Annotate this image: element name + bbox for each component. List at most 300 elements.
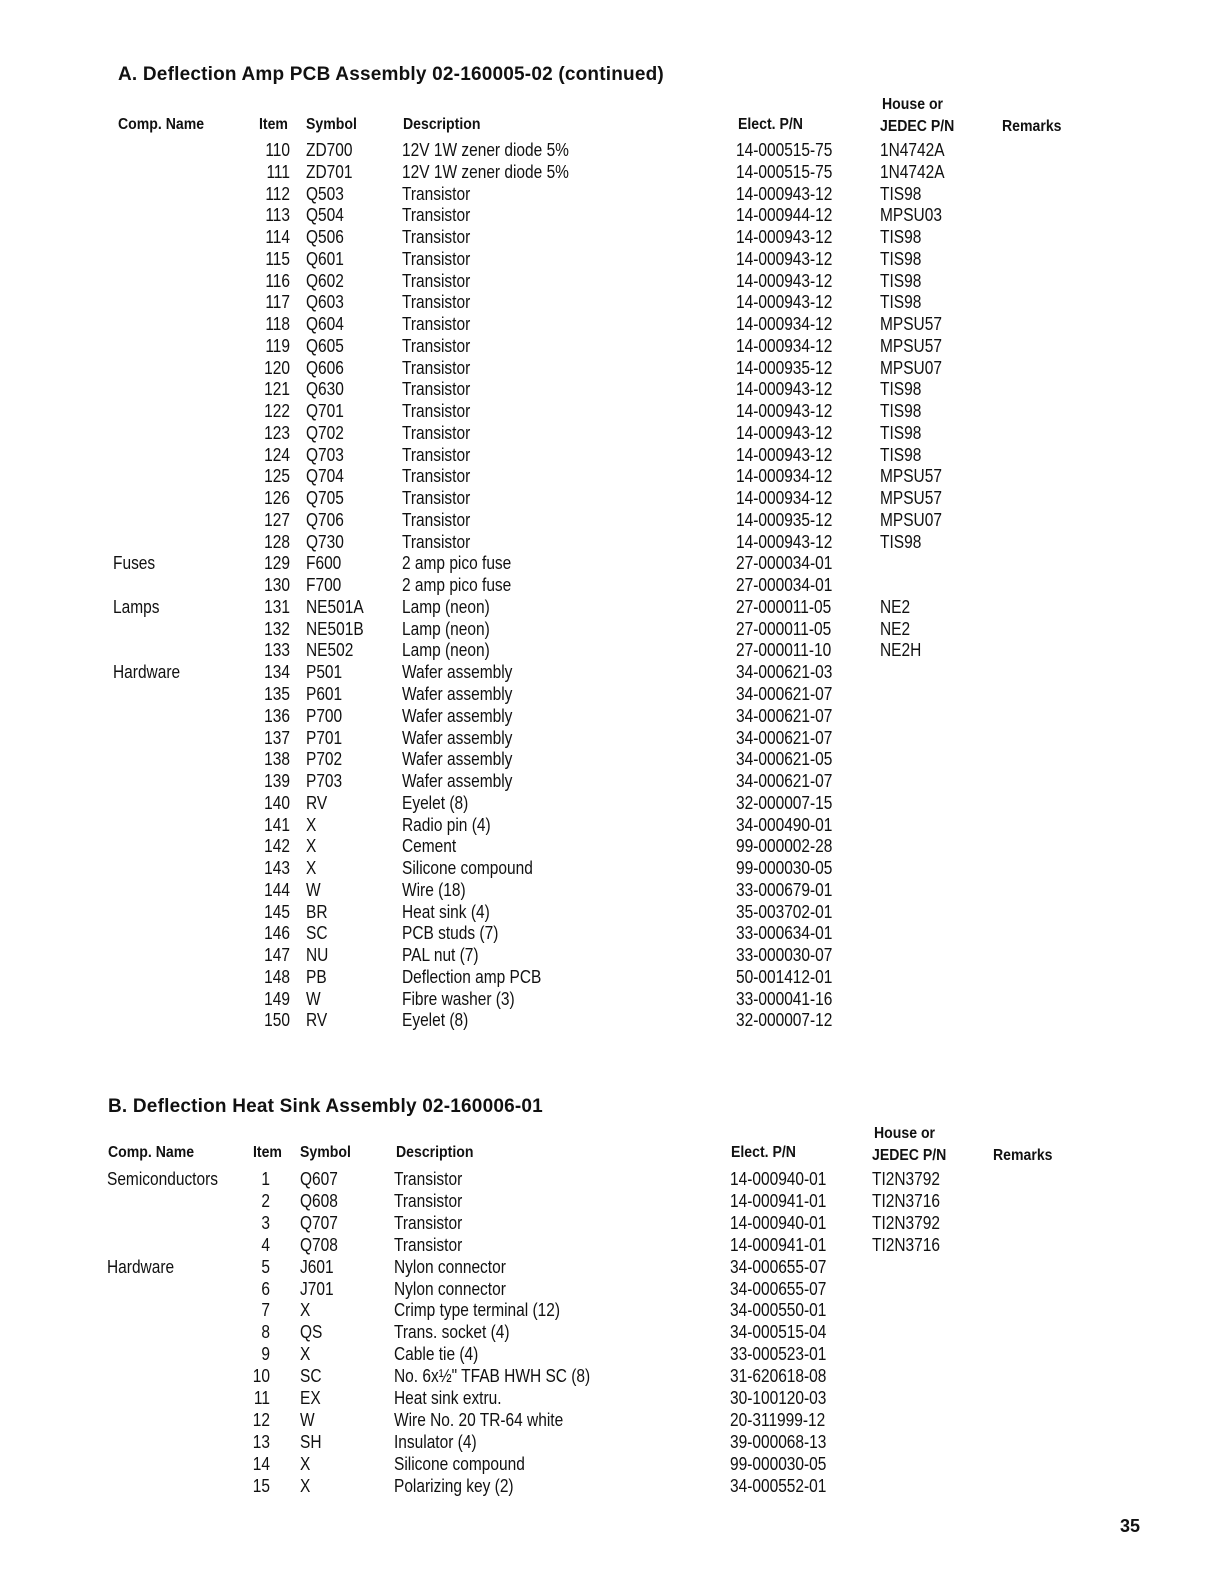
elect-pn-cell: 31-620618-08 bbox=[730, 1366, 827, 1387]
jedec-pn-cell: MPSU57 bbox=[880, 488, 942, 509]
description-cell: Wafer assembly bbox=[402, 727, 513, 748]
description-cell: Transistor bbox=[394, 1190, 463, 1211]
item-cell: 9 bbox=[261, 1344, 270, 1365]
symbol-cell: X bbox=[300, 1475, 311, 1496]
item-cell: 2 bbox=[261, 1190, 270, 1211]
description-cell: Wafer assembly bbox=[402, 684, 513, 704]
elect-pn-cell: 14-000934-12 bbox=[736, 335, 833, 356]
symbol-cell: BR bbox=[306, 901, 328, 922]
jedec-pn-cell: TIS98 bbox=[880, 183, 922, 204]
table-row bbox=[0, 1454, 1224, 1476]
description-cell: Polarizing key (2) bbox=[394, 1475, 514, 1496]
elect-pn-cell: 27-000011-05 bbox=[736, 596, 832, 617]
description-cell: Crimp type terminal (12) bbox=[394, 1300, 561, 1321]
description-cell: Transistor bbox=[402, 488, 471, 509]
symbol-cell: Q705 bbox=[306, 488, 344, 509]
description-cell: Transistor bbox=[402, 466, 471, 487]
description-cell: No. 6x½" TFAB HWH SC (8) bbox=[394, 1366, 591, 1387]
item-cell: 113 bbox=[265, 205, 290, 226]
symbol-cell: J601 bbox=[300, 1256, 334, 1277]
item-cell: 133 bbox=[264, 640, 290, 661]
page-number: 35 bbox=[1120, 1516, 1141, 1536]
table-row bbox=[0, 902, 1224, 924]
table-row bbox=[0, 1169, 1224, 1191]
description-cell: Cement bbox=[402, 836, 457, 857]
elect-pn-cell: 20-311999-12 bbox=[730, 1409, 826, 1430]
symbol-cell: Q603 bbox=[306, 292, 344, 313]
jedec-pn-cell: MPSU07 bbox=[880, 509, 942, 530]
description-cell: Cable tie (4) bbox=[394, 1344, 479, 1365]
description-cell: Wire No. 20 TR-64 white bbox=[394, 1409, 564, 1430]
description-cell: Wafer assembly bbox=[402, 705, 513, 726]
description-cell: Heat sink (4) bbox=[402, 901, 490, 922]
symbol-cell: J701 bbox=[300, 1278, 334, 1299]
table-row bbox=[0, 358, 1224, 380]
table-row bbox=[0, 662, 1224, 684]
item-cell: 121 bbox=[264, 379, 290, 400]
description-cell: PAL nut (7) bbox=[402, 945, 479, 966]
table-row bbox=[0, 271, 1224, 293]
table-row bbox=[0, 292, 1224, 314]
item-cell: 5 bbox=[261, 1256, 270, 1277]
symbol-cell: Q601 bbox=[306, 248, 344, 269]
item-cell: 126 bbox=[264, 488, 290, 509]
item-cell: 148 bbox=[264, 966, 290, 987]
description-cell: 2 amp pico fuse bbox=[402, 575, 512, 596]
symbol-cell: NE501B bbox=[306, 618, 364, 639]
symbol-cell: Q606 bbox=[306, 357, 344, 378]
description-cell: Transistor bbox=[402, 205, 471, 226]
elect-pn-cell: 14-000515-75 bbox=[736, 161, 833, 182]
elect-pn-cell: 33-000679-01 bbox=[736, 879, 833, 900]
section-b-header-comp: Comp. Name bbox=[108, 1144, 195, 1161]
table-row bbox=[0, 1300, 1224, 1322]
symbol-cell: Q605 bbox=[306, 335, 344, 356]
symbol-cell: X bbox=[300, 1453, 311, 1474]
table-row bbox=[0, 1213, 1224, 1235]
jedec-pn-cell: MPSU57 bbox=[880, 335, 942, 356]
section-a-title: A. Deflection Amp PCB Assembly 02-160005-02 (continued) bbox=[118, 64, 664, 85]
table-row bbox=[0, 249, 1224, 271]
item-cell: 146 bbox=[264, 923, 290, 944]
elect-pn-cell: 33-000523-01 bbox=[730, 1344, 827, 1365]
elect-pn-cell: 14-000934-12 bbox=[736, 488, 833, 509]
table-row bbox=[0, 401, 1224, 423]
description-cell: 2 amp pico fuse bbox=[402, 553, 512, 574]
item-cell: 115 bbox=[265, 248, 290, 269]
comp-name-cell: Lamps bbox=[113, 596, 160, 617]
section-a-header-elect-pn: Elect. P/N bbox=[738, 116, 803, 133]
table-row bbox=[0, 1432, 1224, 1454]
elect-pn-cell: 14-000943-12 bbox=[736, 444, 833, 465]
section-b-header-symbol: Symbol bbox=[300, 1144, 351, 1161]
item-cell: 3 bbox=[261, 1212, 270, 1233]
jedec-pn-cell: TIS98 bbox=[880, 422, 922, 443]
elect-pn-cell: 33-000030-07 bbox=[736, 945, 833, 966]
item-cell: 13 bbox=[252, 1431, 270, 1452]
elect-pn-cell: 35-003702-01 bbox=[736, 901, 833, 922]
symbol-cell: X bbox=[306, 814, 317, 835]
description-cell: Transistor bbox=[394, 1212, 463, 1233]
table-row bbox=[0, 1191, 1224, 1213]
symbol-cell: SC bbox=[300, 1366, 322, 1387]
table-row bbox=[0, 749, 1224, 771]
symbol-cell: W bbox=[306, 988, 321, 1009]
symbol-cell: PB bbox=[306, 966, 327, 987]
item-cell: 145 bbox=[264, 901, 290, 922]
symbol-cell: P601 bbox=[306, 684, 343, 704]
symbol-cell: Q504 bbox=[306, 205, 344, 226]
elect-pn-cell: 14-000940-01 bbox=[730, 1169, 827, 1189]
item-cell: 6 bbox=[261, 1278, 270, 1299]
item-cell: 130 bbox=[264, 575, 290, 596]
comp-name-cell: Semiconductors bbox=[107, 1169, 218, 1189]
symbol-cell: SC bbox=[306, 923, 328, 944]
item-cell: 129 bbox=[264, 553, 290, 574]
item-cell: 124 bbox=[264, 444, 290, 465]
symbol-cell: RV bbox=[306, 792, 328, 813]
section-b-header-elect-pn: Elect. P/N bbox=[731, 1144, 796, 1161]
description-cell: Radio pin (4) bbox=[402, 814, 491, 835]
symbol-cell: Q608 bbox=[300, 1190, 338, 1211]
table-row bbox=[0, 967, 1224, 989]
symbol-cell: QS bbox=[300, 1322, 323, 1343]
item-cell: 112 bbox=[265, 183, 290, 204]
symbol-cell: P701 bbox=[306, 727, 343, 748]
comp-name-cell: Hardware bbox=[107, 1256, 175, 1277]
elect-pn-cell: 27-000011-05 bbox=[736, 618, 832, 639]
elect-pn-cell: 34-000621-05 bbox=[736, 749, 833, 770]
item-cell: 132 bbox=[264, 618, 290, 639]
description-cell: Fibre washer (3) bbox=[402, 988, 515, 1009]
item-cell: 144 bbox=[264, 879, 290, 900]
jedec-pn-cell: TIS98 bbox=[880, 248, 922, 269]
table-row bbox=[0, 532, 1224, 554]
table-row bbox=[0, 1410, 1224, 1432]
symbol-cell: Q602 bbox=[306, 270, 344, 291]
description-cell: Trans. socket (4) bbox=[394, 1322, 510, 1343]
table-row bbox=[0, 1388, 1224, 1410]
description-cell: Transistor bbox=[402, 357, 471, 378]
description-cell: Transistor bbox=[402, 422, 471, 443]
description-cell: Eyelet (8) bbox=[402, 1010, 469, 1031]
table-row bbox=[0, 619, 1224, 641]
elect-pn-cell: 34-000550-01 bbox=[730, 1300, 827, 1321]
table-row bbox=[0, 423, 1224, 445]
symbol-cell: Q704 bbox=[306, 466, 344, 487]
item-cell: 111 bbox=[266, 161, 290, 182]
item-cell: 125 bbox=[264, 466, 290, 487]
item-cell: 138 bbox=[264, 749, 290, 770]
jedec-pn-cell: NE2 bbox=[880, 618, 911, 639]
elect-pn-cell: 14-000515-75 bbox=[736, 140, 833, 160]
item-cell: 4 bbox=[261, 1234, 270, 1255]
table-row bbox=[0, 314, 1224, 336]
section-a-header-house: House or bbox=[882, 96, 944, 113]
elect-pn-cell: 34-000621-07 bbox=[736, 705, 833, 726]
table-row bbox=[0, 1257, 1224, 1279]
elect-pn-cell: 14-000943-12 bbox=[736, 401, 833, 422]
table-row bbox=[0, 205, 1224, 227]
description-cell: Wafer assembly bbox=[402, 749, 513, 770]
symbol-cell: RV bbox=[306, 1010, 328, 1031]
table-row bbox=[0, 1235, 1224, 1257]
description-cell: Silicone compound bbox=[394, 1453, 525, 1474]
table-row bbox=[0, 488, 1224, 510]
elect-pn-cell: 99-000002-28 bbox=[736, 836, 833, 857]
table-row bbox=[0, 706, 1224, 728]
item-cell: 12 bbox=[252, 1409, 270, 1430]
symbol-cell: F600 bbox=[306, 553, 342, 574]
item-cell: 119 bbox=[265, 335, 290, 356]
description-cell: Transistor bbox=[402, 444, 471, 465]
item-cell: 143 bbox=[264, 858, 290, 879]
symbol-cell: Q506 bbox=[306, 227, 344, 248]
elect-pn-cell: 32-000007-15 bbox=[736, 792, 833, 813]
elect-pn-cell: 14-000943-12 bbox=[736, 183, 833, 204]
table-row bbox=[0, 336, 1224, 358]
symbol-cell: NE502 bbox=[306, 640, 354, 661]
elect-pn-cell: 32-000007-12 bbox=[736, 1010, 833, 1031]
table-row bbox=[0, 1010, 1224, 1032]
jedec-pn-cell: MPSU03 bbox=[880, 205, 942, 226]
elect-pn-cell: 14-000943-12 bbox=[736, 270, 833, 291]
description-cell: PCB studs (7) bbox=[402, 923, 499, 944]
jedec-pn-cell: MPSU07 bbox=[880, 357, 942, 378]
item-cell: 127 bbox=[264, 509, 290, 530]
table-row bbox=[0, 379, 1224, 401]
item-cell: 136 bbox=[264, 705, 290, 726]
elect-pn-cell: 34-000552-01 bbox=[730, 1475, 827, 1496]
jedec-pn-cell: NE2 bbox=[880, 596, 911, 617]
description-cell: Deflection amp PCB bbox=[402, 966, 542, 987]
item-cell: 7 bbox=[261, 1300, 270, 1321]
item-cell: 14 bbox=[252, 1453, 270, 1474]
table-row bbox=[0, 858, 1224, 880]
elect-pn-cell: 39-000068-13 bbox=[730, 1431, 827, 1452]
section-b-header-remarks: Remarks bbox=[993, 1147, 1053, 1164]
elect-pn-cell: 34-000621-03 bbox=[736, 662, 833, 683]
symbol-cell: X bbox=[300, 1344, 311, 1365]
table-row bbox=[0, 836, 1224, 858]
description-cell: Silicone compound bbox=[402, 858, 533, 879]
symbol-cell: NE501A bbox=[306, 596, 364, 617]
elect-pn-cell: 14-000941-01 bbox=[730, 1234, 827, 1255]
description-cell: Transistor bbox=[402, 227, 471, 248]
elect-pn-cell: 14-000935-12 bbox=[736, 509, 833, 530]
symbol-cell: Q503 bbox=[306, 183, 344, 204]
section-b-header-house: House or bbox=[874, 1125, 936, 1142]
symbol-cell: Q706 bbox=[306, 509, 344, 530]
elect-pn-cell: 14-000935-12 bbox=[736, 357, 833, 378]
table-row bbox=[0, 684, 1224, 706]
item-cell: 114 bbox=[265, 227, 290, 248]
description-cell: Lamp (neon) bbox=[402, 640, 490, 661]
symbol-cell: P700 bbox=[306, 705, 343, 726]
elect-pn-cell: 99-000030-05 bbox=[730, 1453, 827, 1474]
section-a-header-item: Item bbox=[259, 116, 288, 133]
elect-pn-cell: 14-000944-12 bbox=[736, 205, 833, 226]
symbol-cell: ZD701 bbox=[306, 161, 353, 182]
item-cell: 135 bbox=[264, 684, 290, 704]
description-cell: Wire (18) bbox=[402, 879, 466, 900]
symbol-cell: Q707 bbox=[300, 1212, 338, 1233]
jedec-pn-cell: MPSU57 bbox=[880, 314, 942, 335]
elect-pn-cell: 14-000943-12 bbox=[736, 422, 833, 443]
table-row bbox=[0, 945, 1224, 967]
symbol-cell: NU bbox=[306, 945, 329, 966]
item-cell: 122 bbox=[264, 401, 290, 422]
description-cell: Lamp (neon) bbox=[402, 618, 490, 639]
description-cell: Transistor bbox=[402, 292, 471, 313]
description-cell: Transistor bbox=[402, 248, 471, 269]
table-row bbox=[0, 815, 1224, 837]
elect-pn-cell: 14-000934-12 bbox=[736, 466, 833, 487]
elect-pn-cell: 14-000940-01 bbox=[730, 1212, 827, 1233]
elect-pn-cell: 14-000943-12 bbox=[736, 379, 833, 400]
table-row bbox=[0, 1279, 1224, 1301]
item-cell: 134 bbox=[264, 662, 290, 683]
symbol-cell: SH bbox=[300, 1431, 322, 1452]
symbol-cell: F700 bbox=[306, 575, 342, 596]
jedec-pn-cell: TI2N3716 bbox=[872, 1190, 940, 1211]
description-cell: Wafer assembly bbox=[402, 662, 513, 683]
description-cell: Transistor bbox=[402, 314, 471, 335]
section-a-header-jedec: JEDEC P/N bbox=[880, 118, 955, 135]
table-row bbox=[0, 1344, 1224, 1366]
symbol-cell: X bbox=[300, 1300, 311, 1321]
elect-pn-cell: 14-000943-12 bbox=[736, 227, 833, 248]
table-row bbox=[0, 162, 1224, 184]
item-cell: 139 bbox=[264, 771, 290, 792]
description-cell: Transistor bbox=[402, 401, 471, 422]
elect-pn-cell: 34-000490-01 bbox=[736, 814, 833, 835]
jedec-pn-cell: TIS98 bbox=[880, 401, 922, 422]
table-row bbox=[0, 923, 1224, 945]
elect-pn-cell: 27-000011-10 bbox=[736, 640, 832, 661]
symbol-cell: Q702 bbox=[306, 422, 344, 443]
elect-pn-cell: 34-000621-07 bbox=[736, 771, 833, 792]
jedec-pn-cell: MPSU57 bbox=[880, 466, 942, 487]
item-cell: 110 bbox=[265, 140, 290, 160]
table-row bbox=[0, 793, 1224, 815]
symbol-cell: Q708 bbox=[300, 1234, 338, 1255]
jedec-pn-cell: TI2N3716 bbox=[872, 1234, 940, 1255]
elect-pn-cell: 14-000941-01 bbox=[730, 1190, 827, 1211]
jedec-pn-cell: TIS98 bbox=[880, 292, 922, 313]
description-cell: Transistor bbox=[402, 270, 471, 291]
description-cell: Lamp (neon) bbox=[402, 596, 490, 617]
jedec-pn-cell: 1N4742A bbox=[880, 140, 945, 160]
description-cell: 12V 1W zener diode 5% bbox=[402, 140, 569, 160]
description-cell: Heat sink extru. bbox=[394, 1388, 502, 1408]
table-row bbox=[0, 575, 1224, 597]
elect-pn-cell: 34-000621-07 bbox=[736, 727, 833, 748]
table-row bbox=[0, 140, 1224, 162]
table-row bbox=[0, 184, 1224, 206]
jedec-pn-cell: TIS98 bbox=[880, 531, 922, 552]
jedec-pn-cell: NE2H bbox=[880, 640, 922, 661]
item-cell: 147 bbox=[264, 945, 290, 966]
symbol-cell: Q703 bbox=[306, 444, 344, 465]
elect-pn-cell: 33-000634-01 bbox=[736, 923, 833, 944]
item-cell: 142 bbox=[264, 836, 290, 857]
comp-name-cell: Fuses bbox=[113, 553, 156, 574]
elect-pn-cell: 14-000943-12 bbox=[736, 248, 833, 269]
jedec-pn-cell: TIS98 bbox=[880, 379, 922, 400]
item-cell: 123 bbox=[264, 422, 290, 443]
section-a-header-comp: Comp. Name bbox=[118, 116, 205, 133]
item-cell: 150 bbox=[264, 1010, 290, 1031]
description-cell: Eyelet (8) bbox=[402, 792, 469, 813]
description-cell: Transistor bbox=[402, 509, 471, 530]
description-cell: Nylon connector bbox=[394, 1278, 506, 1299]
description-cell: Transistor bbox=[402, 183, 471, 204]
symbol-cell: Q604 bbox=[306, 314, 344, 335]
item-cell: 1 bbox=[261, 1169, 270, 1189]
table-row bbox=[0, 227, 1224, 249]
symbol-cell: P501 bbox=[306, 662, 343, 683]
jedec-pn-cell: TIS98 bbox=[880, 227, 922, 248]
symbol-cell: W bbox=[306, 879, 321, 900]
table-row bbox=[0, 728, 1224, 750]
symbol-cell: P703 bbox=[306, 771, 343, 792]
description-cell: Nylon connector bbox=[394, 1256, 506, 1277]
table-row bbox=[0, 1322, 1224, 1344]
table-row bbox=[0, 553, 1224, 575]
symbol-cell: EX bbox=[300, 1388, 321, 1408]
symbol-cell: Q607 bbox=[300, 1169, 338, 1189]
section-b-header-item: Item bbox=[253, 1144, 282, 1161]
jedec-pn-cell: 1N4742A bbox=[880, 161, 945, 182]
symbol-cell: P702 bbox=[306, 749, 343, 770]
jedec-pn-cell: TI2N3792 bbox=[872, 1169, 940, 1189]
description-cell: Insulator (4) bbox=[394, 1431, 477, 1452]
section-a-header-description: Description bbox=[403, 116, 481, 133]
elect-pn-cell: 33-000041-16 bbox=[736, 988, 833, 1009]
elect-pn-cell: 14-000943-12 bbox=[736, 292, 833, 313]
description-cell: Transistor bbox=[402, 531, 471, 552]
jedec-pn-cell: TIS98 bbox=[880, 444, 922, 465]
table-row bbox=[0, 510, 1224, 532]
section-b-title: B. Deflection Heat Sink Assembly 02-160006-01 bbox=[108, 1096, 543, 1117]
description-cell: Wafer assembly bbox=[402, 771, 513, 792]
elect-pn-cell: 34-000621-07 bbox=[736, 684, 833, 704]
table-row bbox=[0, 597, 1224, 619]
section-a-header-remarks: Remarks bbox=[1002, 118, 1062, 135]
symbol-cell: W bbox=[300, 1409, 315, 1430]
comp-name-cell: Hardware bbox=[113, 662, 181, 683]
jedec-pn-cell: TI2N3792 bbox=[872, 1212, 940, 1233]
elect-pn-cell: 27-000034-01 bbox=[736, 553, 833, 574]
description-cell: Transistor bbox=[394, 1234, 463, 1255]
elect-pn-cell: 27-000034-01 bbox=[736, 575, 833, 596]
table-row bbox=[0, 880, 1224, 902]
item-cell: 137 bbox=[264, 727, 290, 748]
symbol-cell: ZD700 bbox=[306, 140, 353, 160]
symbol-cell: Q630 bbox=[306, 379, 344, 400]
symbol-cell: X bbox=[306, 836, 317, 857]
table-row bbox=[0, 445, 1224, 467]
elect-pn-cell: 34-000515-04 bbox=[730, 1322, 827, 1343]
jedec-pn-cell: TIS98 bbox=[880, 270, 922, 291]
item-cell: 11 bbox=[253, 1388, 270, 1408]
table-row bbox=[0, 466, 1224, 488]
elect-pn-cell: 34-000655-07 bbox=[730, 1256, 827, 1277]
section-b-header-description: Description bbox=[396, 1144, 474, 1161]
table-row bbox=[0, 771, 1224, 793]
description-cell: 12V 1W zener diode 5% bbox=[402, 161, 569, 182]
